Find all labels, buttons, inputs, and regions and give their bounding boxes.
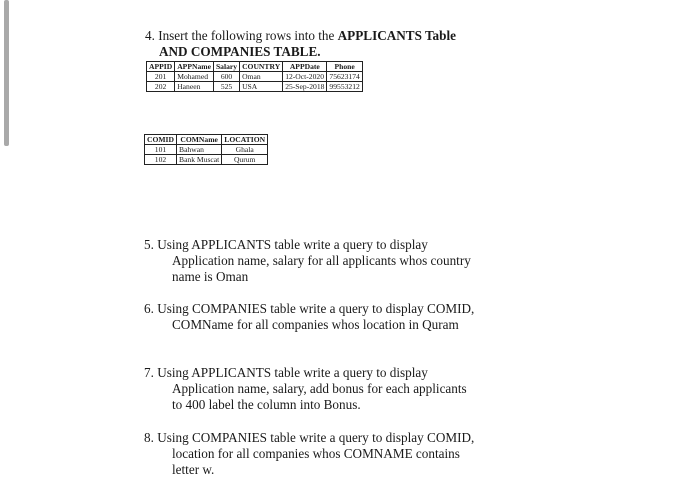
cell-appname: Haneen — [175, 82, 214, 92]
header-appid: APPID — [147, 62, 175, 72]
question-7-number: 7. — [144, 365, 154, 380]
question-7 — [144, 365, 494, 413]
header-comid: COMID — [145, 135, 177, 145]
cell-appid: 202 — [147, 82, 175, 92]
question-6-line1: Using COMPANIES table write a query to display COMID, — [157, 301, 475, 316]
table-header-row — [145, 135, 268, 145]
table-row — [147, 82, 363, 92]
table-row — [145, 145, 268, 155]
question-4-text: Insert the following rows into the — [158, 28, 335, 43]
cell-comname: Bahwan — [177, 145, 222, 155]
table-row — [145, 155, 268, 165]
cell-comname: Bank Muscat — [177, 155, 222, 165]
header-country: COUNTRY — [240, 62, 283, 72]
cell-location: Qurum — [222, 155, 268, 165]
question-6 — [144, 301, 494, 333]
cell-comid: 101 — [145, 145, 177, 155]
table-header-row — [147, 62, 363, 72]
question-5 — [144, 237, 494, 285]
cell-phone: 99553212 — [327, 82, 362, 92]
cell-salary: 600 — [213, 72, 239, 82]
question-7-line1: Using APPLICANTS table write a query to display — [157, 365, 428, 380]
cell-location: Ghala — [222, 145, 268, 155]
header-appdate: APPDate — [283, 62, 327, 72]
question-8-line1: Using COMPANIES table write a query to display COMID, — [157, 430, 475, 445]
header-comname: COMName — [177, 135, 222, 145]
question-4-number: 4. — [145, 28, 155, 43]
question-7-line3: to 400 label the column into Bonus. — [172, 397, 361, 412]
question-8 — [144, 430, 494, 478]
cell-appname: Mohamed — [175, 72, 214, 82]
cell-phone: 75623174 — [327, 72, 362, 82]
applicants-table — [146, 61, 363, 92]
companies-table — [144, 134, 268, 165]
question-8-line2: location for all companies whos COMNAME contains — [172, 446, 460, 461]
header-appname: APPName — [175, 62, 214, 72]
cell-appid: 201 — [147, 72, 175, 82]
cell-salary: 525 — [213, 82, 239, 92]
question-6-number: 6. — [144, 301, 154, 316]
header-phone: Phone — [327, 62, 362, 72]
cell-country: USA — [240, 82, 283, 92]
question-5-line3: name is Oman — [172, 269, 249, 284]
question-5-line1: Using APPLICANTS table write a query to display — [157, 237, 428, 252]
question-7-line2: Application name, salary, add bonus for each applicants — [172, 381, 467, 396]
cell-comid: 102 — [145, 155, 177, 165]
header-location: LOCATION — [222, 135, 268, 145]
question-8-number: 8. — [144, 430, 154, 445]
question-4-bold-target: APPLICANTS Table — [337, 28, 457, 43]
cell-appdate: 25-Sep-2018 — [283, 82, 327, 92]
header-salary: Salary — [213, 62, 239, 72]
question-5-number: 5. — [144, 237, 154, 252]
cell-country: Oman — [240, 72, 283, 82]
question-4-line2: AND COMPANIES TABLE. — [159, 44, 321, 59]
question-8-line3: letter w. — [172, 462, 215, 477]
question-4 — [145, 28, 505, 60]
page-edge-bar — [4, 0, 9, 146]
table-row — [147, 72, 363, 82]
question-5-line2: Application name, salary for all applicants whos country — [172, 253, 471, 268]
cell-appdate: 12-Oct-2020 — [283, 72, 327, 82]
question-6-line2: COMName for all companies whos location in Quram — [172, 317, 459, 332]
